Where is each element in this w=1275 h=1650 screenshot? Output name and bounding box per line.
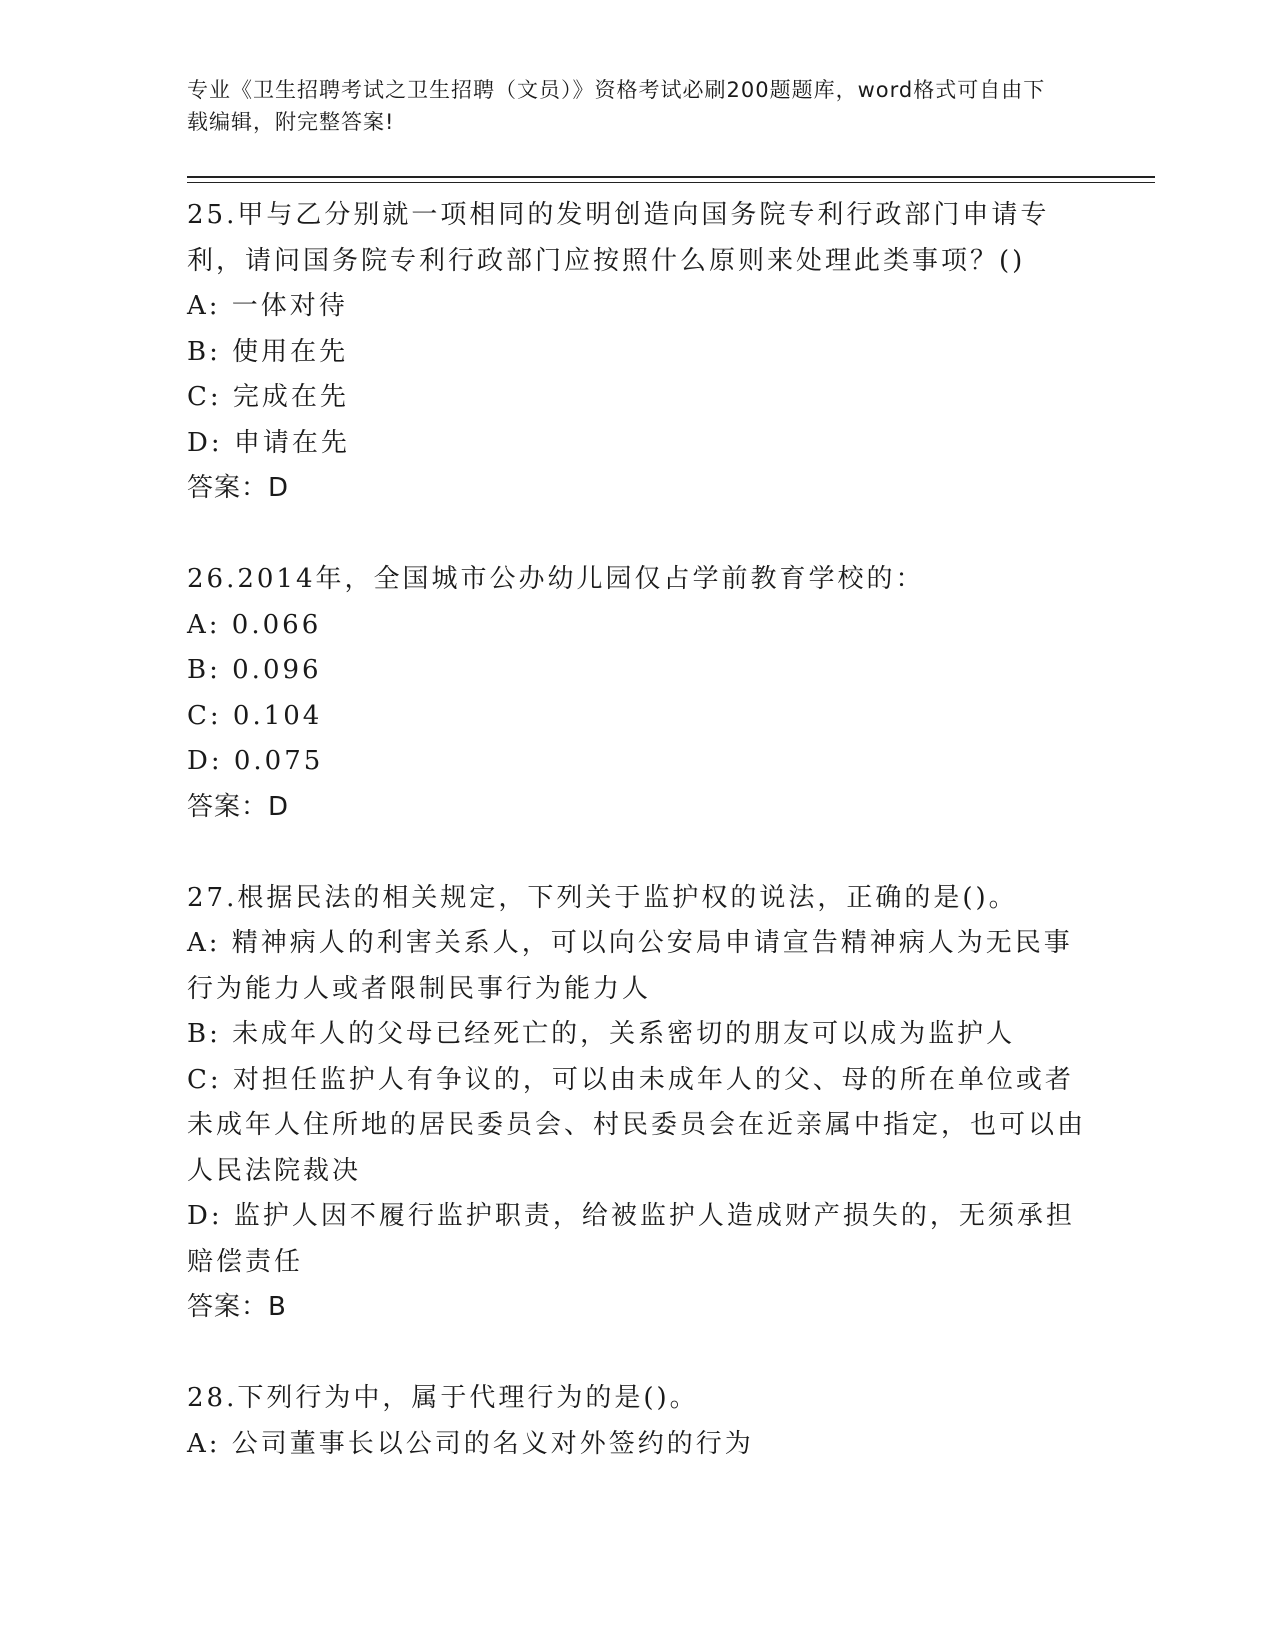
option-b: B: 未成年人的父母已经死亡的，关系密切的朋友可以成为监护人: [187, 1019, 1016, 1049]
option-d: D: 监护人因不履行监护职责，给被监护人造成财产损失的，无须承担赔偿责任: [187, 1201, 1075, 1277]
question-stem: 28.下列行为中，属于代理行为的是()。: [187, 1383, 699, 1413]
option-d: D: 申请在先: [187, 427, 350, 458]
question-26: [187, 557, 1087, 830]
answer-line: 答案：D: [187, 473, 290, 503]
option-c: C: 完成在先: [187, 382, 349, 412]
question-stem: 26.2014年，全国城市公办幼儿园仅占学前教育学校的：: [187, 564, 925, 594]
option-a: A: 0.066: [187, 609, 322, 640]
question-list: [187, 193, 1087, 1467]
question-stem: 27.根据民法的相关规定，下列关于监护权的说法，正确的是()。: [187, 882, 1018, 913]
question-25: [187, 193, 1087, 512]
option-a: A: 一体对待: [187, 291, 348, 321]
question-27: [187, 876, 1087, 1331]
header-title: 专业《卫生招聘考试之卫生招聘（文员）》资格考试必刷200题题库，word格式可自由下载编辑，附完整答案!: [187, 78, 1046, 134]
document-header: [187, 74, 1067, 138]
option-a: A: 公司董事长以公司的名义对外签约的行为: [187, 1428, 754, 1459]
option-c: C: 0.104: [187, 700, 323, 731]
header-divider-top: [187, 176, 1155, 178]
answer-line: 答案：D: [187, 791, 290, 822]
option-c: C: 对担任监护人有争议的，可以由未成年人的父、母的所在单位或者未成年人住所地的居民委员会、村民委员会在近亲属中指定，也可以由人民法院裁决: [187, 1064, 1087, 1186]
question-stem: 25.甲与乙分别就一项相同的发明创造向国务院专利行政部门申请专利，请问国务院专利行政部门应按照什么原则来处理此类事项？(): [187, 200, 1050, 276]
option-b: B: 使用在先: [187, 336, 349, 367]
option-b: B: 0.096: [187, 655, 322, 685]
question-28: [187, 1376, 1087, 1467]
option-d: D: 0.075: [187, 746, 324, 776]
header-divider-bottom: [187, 182, 1155, 183]
option-a: A: 精神病人的利害关系人，可以向公安局申请宣告精神病人为无民事行为能力人或者限制民事行为能力人: [187, 928, 1073, 1004]
answer-line: 答案：B: [187, 1292, 287, 1322]
